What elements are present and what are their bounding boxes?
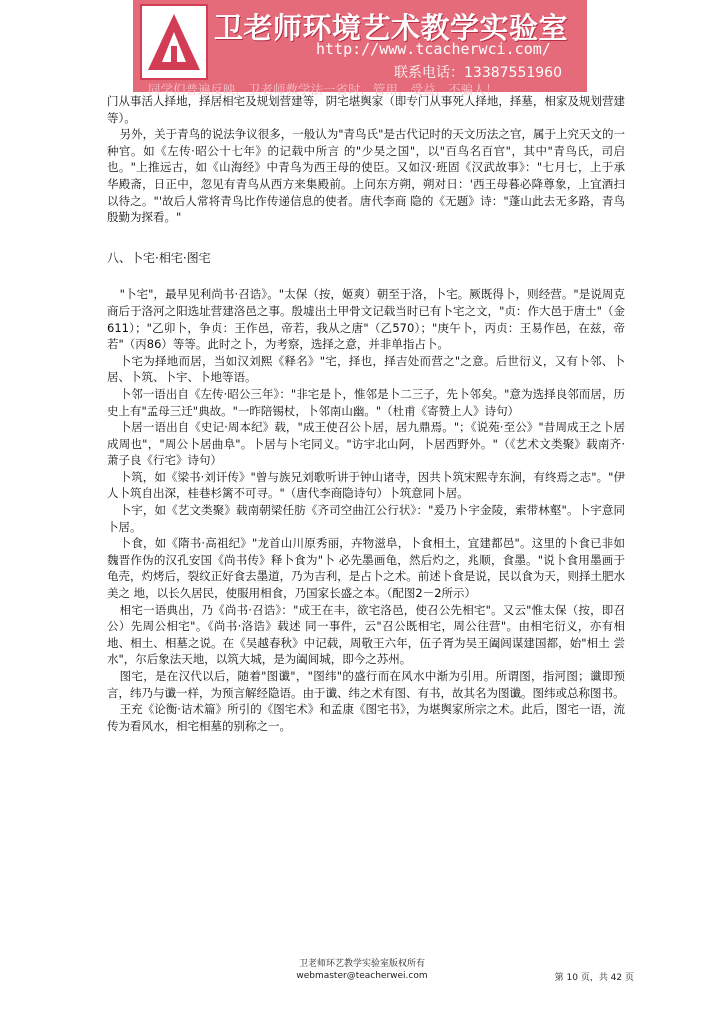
footer-copyright: 卫老师环艺教学实验室版权所有 bbox=[298, 959, 425, 969]
document-body bbox=[107, 93, 625, 734]
banner-phone: 联系电话：13387551960 bbox=[394, 65, 562, 81]
paragraph: 卜宅为择地而居，当如汉刘熙《释名》"宅，择也，择吉处而营之"之意。后世衍义，又有卜邻、卜居、卜筑、卜宇、卜地等语。 bbox=[107, 353, 625, 385]
paragraph: 卜居一语出自《史记·周本纪》载，"成王使召公卜居，居九鼎焉。"；《说苑·至公》"昔周成王之卜居成周也"，"周公卜居曲阜"。卜居与卜宅同义。"访宇北山阿，卜居西野外。"（《艺术文类聚》载南齐·萧子良《行宅》诗句） bbox=[107, 420, 625, 468]
footer-email[interactable]: webmaster@teacherwei.com bbox=[296, 971, 428, 981]
paragraph: 门从事活人择地，择居相宅及规划营建等，阴宅堪舆家（即专门从事死人择地，择墓，相家及规划营建等）。 bbox=[107, 94, 625, 125]
banner-title: 卫老师环境艺术教学实验室 bbox=[214, 11, 569, 45]
banner-url[interactable]: http://www.tcacherwci.com/ bbox=[316, 40, 551, 58]
paragraph: 王充《论衡·诘术篇》所引的《图宅术》和孟康《图宅书》，为堪舆家所宗之术。此后，图宅一语，流传为看风水，相宅相墓的别称之一。 bbox=[107, 702, 625, 733]
paragraph: 卜食，如《隋书·高祖纪》"龙首山川原秀丽，卉物滋阜，卜食相土，宜建都邑"。这里的卜食已非如魏晋作伪的汉孔安国《尚书传》释卜食为"卜 必先墨画龟，然后灼之，兆顺，食墨。"说卜食用墨画于龟壳，灼烤后，裂纹正好食去墨道，乃为吉利，是占卜之术。前述卜食是说，民以食为天，则择土肥水美之 地，以长久居民，使服用相食，乃国家长盛之本。（配图2－2所示） bbox=[107, 536, 625, 601]
paragraph: 卜宇，如《艺文类聚》载南朝梁任肪《齐司空曲江公行状》："爰乃卜宇金陵，索带林壑"。卜宇意同卜居。 bbox=[107, 503, 625, 534]
banner-slogan: 同学们普遍反映，卫老师教学法一省时，管用，受益，不骗人！ bbox=[148, 82, 499, 97]
paragraph: 图宅，是在汉代以后，随着"图谶"，"图纬"的盛行而在风水中渐为引用。所谓图，指河图；谶即预言，纬乃与谶一样，为预言解经隐语。由于谶、纬之术有图、有书，故其名为图谶。图纬或总称图书。 bbox=[107, 669, 625, 700]
paragraph: 卜筑，如《梁书·刘讦传》"曾与族兄刘歌听讲于钟山诸寺，因共卜筑宋熙寺东涧，有终焉之志"。"伊人卜筑自出深，桂巷杉篱不可寻。"（唐代李商隐诗句）卜筑意同卜居。 bbox=[107, 469, 625, 501]
paragraph: 卜邻一语出自《左传·昭公三年》："非宅是卜，惟邻是卜二三子，先卜邻矣。"意为选择良邻而居，历史上有"孟母三迁"典故。"一昨陪锡杖，卜邻南山幽。"（杜甫《寄赞上人》诗句） bbox=[107, 386, 625, 418]
section-heading: 八、卜宅·相宅·图宅 bbox=[107, 250, 211, 265]
paragraph: 相宅一语典出，乃《尚书·召诰》："成王在丰，欲宅洛邑，使召公先相宅"。又云"惟太保（按，即召公）先周公相宅"。《尚书·洛诰》载述 同一事件，云"召公既相宅，周公往营"。由相宅衍义，亦有相地、相土、相墓之说。在《吴越春秋》中记载，周敬王六年，伍子胥为吴王阖闾谋建国都，始"相土 尝水"，尔后象法天地，以筑大城，是为阖闾城，即今之苏州。 bbox=[107, 602, 625, 667]
page-number: 第 10 页，共 42 页 bbox=[554, 973, 634, 983]
paragraph: "卜宅"，最早见利尚书·召诰》。"太保（按，姬爽）朝至于洛，卜宅。厥既得卜，则经营。"是说周克商后于洛河之阳选址营建洛邑之事。殷墟出土甲骨文记载当时已有卜宅之文，"贞：作大邑于唐土"（金611）；"乙卯卜，争贞：王作邑，帝若，我从之唐"（乙570）；"庚午卜，丙贞：王易作邑，在兹，帝若"（丙86）等等。此时之卜，为考察，选择之意，并非单指占卜。 bbox=[107, 287, 625, 352]
paragraph: 另外，关于青鸟的说法争议很多，一般认为"青鸟氏"是古代记时的天文历法之官，属于上究天文的一种官。如《左传·昭公十七年》的记载中所言 的"少昊之国"，以"百鸟名百官"，其中"青鸟氏，司启也。"上推远古，如《山海经》中青鸟为西王母的使臣。又如汉·班固《汉武故事》："七月七，上于承 华殿斋，日正中，忽见有青鸟从西方来集殿前。上问东方朔，朔对日：'西王母暮必降尊象，上宜酒扫以待之。"'故后人常将青鸟比作传递信息的使者。唐代李商 隐的《无题》诗："蓬山此去无多路，青鸟殷勤为探看。" bbox=[107, 127, 625, 225]
logo-icon[interactable] bbox=[140, 4, 208, 80]
